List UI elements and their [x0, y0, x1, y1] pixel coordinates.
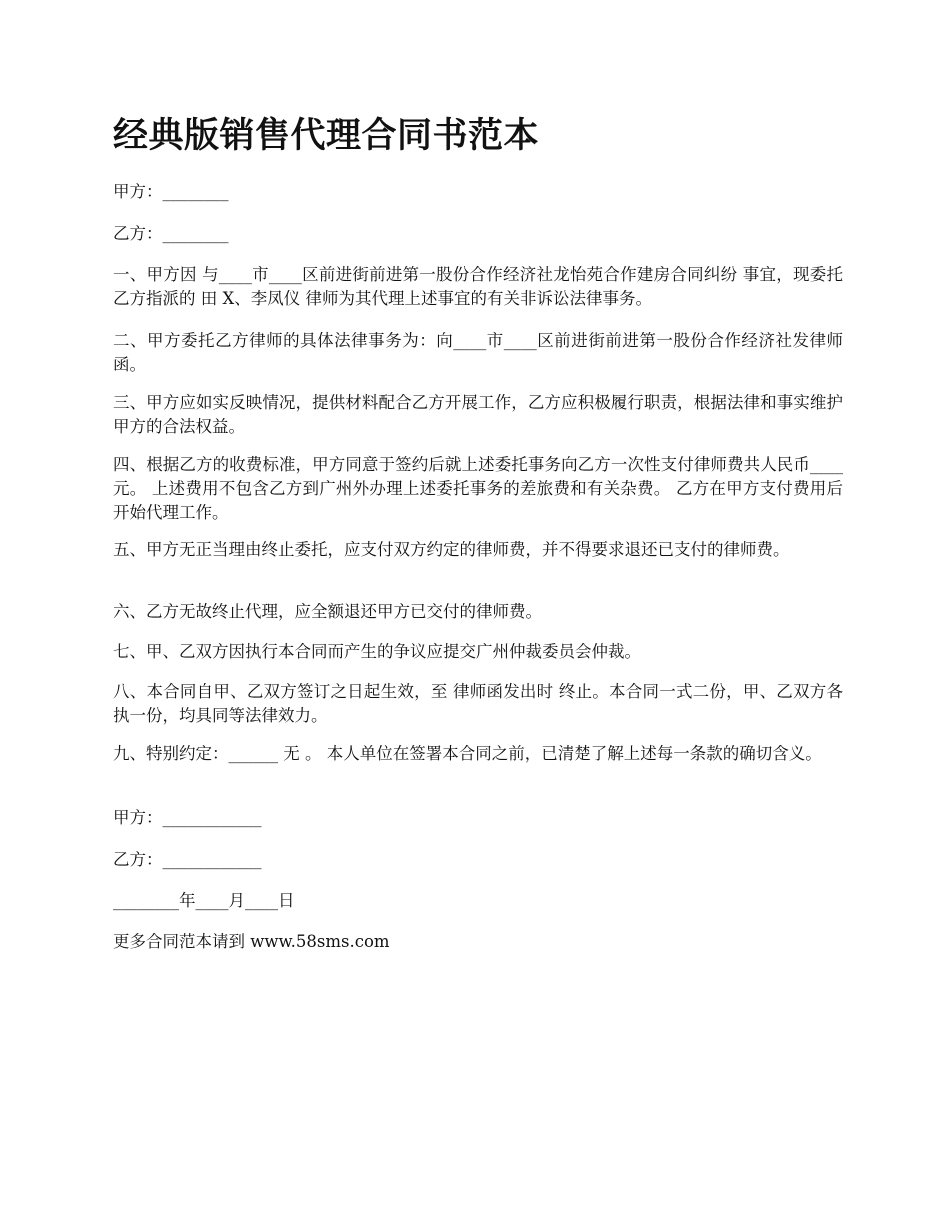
footer-link-text: 更多合同范本请到 www.58sms.com — [113, 932, 390, 951]
party-b-signature: 乙方：____________ — [113, 850, 262, 869]
clause-2: 二、甲方委托乙方律师的具体法律事务为：向____市____区前进街前进第一股份合作经济社发律师函。 — [113, 331, 843, 374]
clause-3: 三、甲方应如实反映情况，提供材料配合乙方开展工作，乙方应积极履行职责，根据法律和事实维护甲方的合法权益。 — [113, 393, 843, 436]
party-a-signature: 甲方：____________ — [113, 808, 262, 827]
clause-4: 四、根据乙方的收费标准，甲方同意于签约后就上述委托事务向乙方一次性支付律师费共人民币____元。 上述费用不包含乙方到广州外办理上述委托事务的差旅费和有关杂费。 乙方在甲方支付费用后开始代理工作。 — [113, 455, 843, 522]
clause-5: 五、甲方无正当理由终止委托，应支付双方约定的律师费，并不得要求退还已支付的律师费。 — [113, 540, 790, 559]
document-title: 经典版销售代理合同书范本 — [113, 115, 540, 156]
party-a-line: 甲方：________ — [113, 182, 229, 201]
party-b-line: 乙方：________ — [113, 224, 229, 243]
clause-9: 九、特别约定：______ 无 。 本人单位在签署本合同之前，已清楚了解上述每一条款的确切含义。 — [113, 744, 822, 763]
clause-6: 六、乙方无故终止代理，应全额退还甲方已交付的律师费。 — [113, 602, 542, 621]
clause-7: 七、甲、乙双方因执行本合同而产生的争议应提交广州仲裁委员会仲裁。 — [113, 642, 641, 661]
clause-1: 一、甲方因 与____市____区前进街前进第一股份合作经济社龙怡苑合作建房合同纠纷 事宜，现委托乙方指派的 田 X、李凤仪 律师为其代理上述事宜的有关非诉讼法律事务。 — [113, 265, 843, 308]
clause-8: 八、本合同自甲、乙双方签订之日起生效，至 律师函发出时 终止。本合同一式二份，甲、乙双方各执一份，均具同等法律效力。 — [113, 682, 843, 725]
date-line: ________年____月____日 — [113, 891, 295, 910]
